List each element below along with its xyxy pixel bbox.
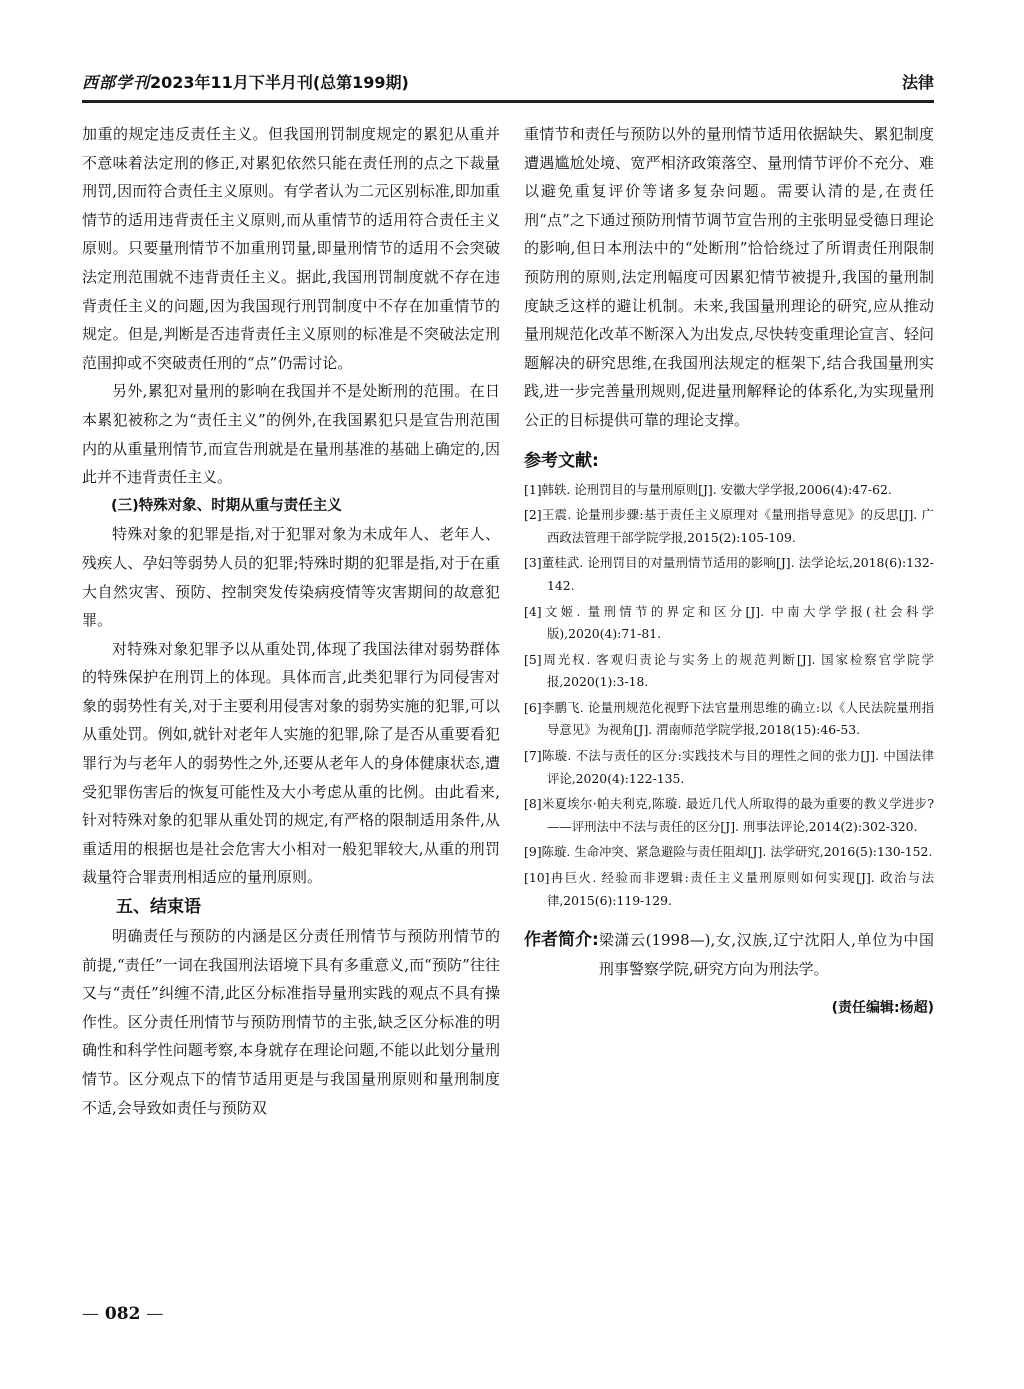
- reference-item: [3]董桂武. 论刑罚目的对量刑情节适用的影响[J]. 法学论坛,2018(6):132-142.: [524, 555, 934, 593]
- author-bio-text: 梁潇云(1998—),女,汉族,辽宁沈阳人,单位为中国刑事警察学院,研究方向为刑法学。: [598, 931, 934, 979]
- page-number: 082: [104, 1304, 141, 1324]
- author-bio: [524, 926, 934, 984]
- references-heading: 参考文献:: [524, 450, 599, 471]
- editor-note: (责任编辑:杨超): [831, 1000, 934, 1017]
- author-bio-label: 作者简介:: [524, 930, 599, 951]
- reference-item: [5]周光权. 客观归责论与实务上的规范判断[J]. 国家检察官学院学报,2020(1):3-18.: [524, 651, 934, 690]
- footer-dash-right: —: [146, 1304, 164, 1324]
- section-label: 法律: [901, 73, 934, 92]
- header-rule: [82, 100, 934, 103]
- paragraph: 加重的规定违反责任主义。但我国刑罚制度规定的累犯从重并不意味着法定刑的修正,对累犯依然只能在责任刑的点之下裁量刑罚,因而符合责任主义原则。有学者认为二元区别标准,即加重情节的适用违背责任主义原则,而从重情节的适用符合责任主义原则。只要量刑情节不加重刑罚量,即量刑情节的适用不会突破法定刑范围就不违背责任主义。据此,我国刑罚制度就不存在违背责任主义的问题,因为我国现行刑罚制度中不存在加重情节的规定。但是,判断是否违背责任主义原则的标准是不突破法定刑范围抑或不突破责任刑的“点”仍需讨论。: [82, 125, 500, 372]
- page-footer: [82, 1304, 163, 1324]
- paragraph: 明确责任与预防的内涵是区分责任刑情节与预防刑情节的前提,“责任”一词在我国刑法语境下具有多重意义,而“预防”往往又与“责任”纠缠不清,此区分标准指导量刑实践的观点不具有操作性。区分责任刑情节与预防刑情节的主张,缺乏区分标准的明确性和科学性问题考察,本身就存在理论问题,不能以此划分量刑情节。区分观点下的情节适用更是与我国量刑原则和量刑制度不适,会导致如责任与预防双: [82, 927, 500, 1117]
- section-heading: 五、结束语: [116, 897, 201, 918]
- page-header: [82, 68, 934, 100]
- reference-item: [4]文姬. 量刑情节的界定和区分[J]. 中南大学学报(社会科学版),2020(4):71-81.: [524, 603, 934, 642]
- reference-item: [9]陈璇. 生命冲突、紧急避险与责任阻却[J]. 法学研究,2016(5):130-152.: [524, 844, 933, 860]
- reference-item: [6]李鹏飞. 论量刑规范化视野下法官量刑思维的确立:以《人民法院量刑指导意见》为视角[J]. 渭南师范学院学报,2018(15):46-53.: [524, 699, 934, 738]
- paragraph: 对特殊对象犯罪予以从重处罚,体现了我国法律对弱势群体的特殊保护在刑罚上的体现。具体而言,此类犯罪行为同侵害对象的弱势性有关,对于主要利用侵害对象的弱势实施的犯罪,可以从重处罚。例如,就针对老年人实施的犯罪,除了是否从重要看犯罪行为与老年人的弱势性之外,还要从老年人的身体健康状态,遭受犯罪伤害后的恢复可能性及大小考虑从重的比例。由此看来,针对特殊对象的犯罪从重处罚的规定,有严格的限制适用条件,从重适用的根据也是社会危害大小相对一般犯罪较大,从重的刑罚裁量符合罪责刑相适应的量刑原则。: [82, 639, 500, 887]
- reference-list: [524, 479, 934, 913]
- paragraph: 特殊对象的犯罪是指,对于犯罪对象为未成年人、老年人、残疾人、孕妇等弱势人员的犯罪;特殊时期的犯罪是指,对于在重大自然灾害、预防、控制突发传染病疫情等灾害期间的故意犯罪。: [82, 525, 500, 630]
- reference-item: [2]王震. 论量刑步骤:基于责任主义原理对《量刑指导意见》的反思[J]. 广西政法管理干部学院学报,2015(2):105-109.: [524, 507, 934, 545]
- right-column: [524, 120, 934, 1023]
- reference-item: [7]陈璇. 不法与责任的区分:实践技术与目的理性之间的张力[J]. 中国法律评论,2020(4):122-135.: [524, 748, 934, 786]
- paragraph: 重情节和责任与预防以外的量刑情节适用依据缺失、累犯制度遭遇尴尬处境、宽严相济政策落空、量刑情节评价不充分、难以避免重复评价等诸多复杂问题。需要认清的是,在责任刑“点”之下通过预防刑情节调节宣告刑的主张明显受德日理论的影响,但日本刑法中的“处断刑”恰恰绕过了所谓责任刑限制预防刑的原则,法定刑幅度可因累犯情节被提升,我国的量刑制度缺乏这样的避让机制。未来,我国量刑理论的研究,应从推动量刑规范化改革不断深入为出发点,尽快转变重理论宣言、轻问题解决的研究思维,在我国刑法规定的框架下,结合我国量刑实践,进一步完善量刑规则,促进量刑解释论的体系化,为实现量刑公正的目标提供可靠的理论支撑。: [524, 125, 934, 429]
- reference-item: [8]米夏埃尔·帕夫利克,陈璇. 最近几代人所取得的最为重要的教义学进步?——评刑法中不法与责任的区分[J]. 刑事法评论,2014(2):302-320.: [524, 796, 934, 834]
- reference-item: [1]韩轶. 论刑罚目的与量刑原则[J]. 安徽大学学报,2006(4):47-62.: [524, 481, 892, 497]
- journal-logo: 西部学刊: [82, 73, 151, 92]
- subsection-heading: (三)特殊对象、时期从重与责任主义: [111, 497, 342, 514]
- footer-dash-left: —: [82, 1304, 99, 1324]
- paragraph: 另外,累犯对量刑的影响在我国并不是处断刑的范围。在日本累犯被称之为“责任主义”的例外,在我国累犯只是宣告刑范围内的从重量刑情节,而宣告刑就是在量刑基准的基础上确定的,因此并不违背责任主义。: [82, 382, 500, 487]
- issue-info: 2023年11月下半月刊(总第199期): [150, 73, 409, 92]
- left-column: [82, 120, 500, 1122]
- journal-masthead: [82, 70, 409, 93]
- reference-item: [10]冉巨火. 经验而非逻辑:责任主义量刑原则如何实现[J]. 政治与法律,2015(6):119-129.: [524, 870, 934, 908]
